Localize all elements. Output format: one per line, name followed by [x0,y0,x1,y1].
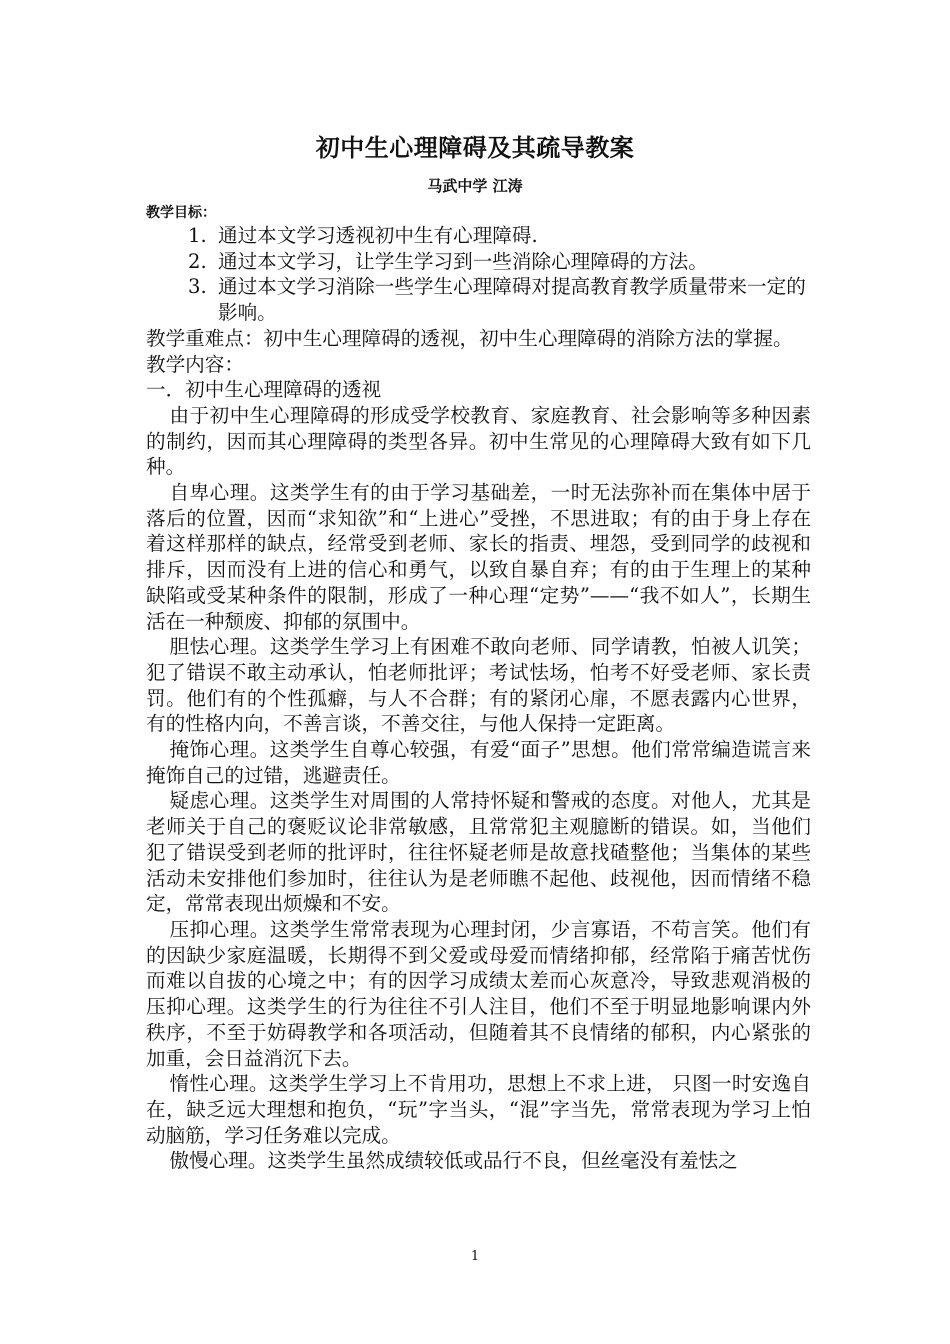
section-heading: 一．初中生心理障碍的透视 [146,378,382,402]
document-author: 马武中学 江涛 [427,177,523,195]
goal-text: 通过本文学习透视初中生有心理障碍. [218,224,538,247]
goal-item [146,249,811,275]
paragraph: 由于初中生心理障碍的形成受学校教育、家庭教育、社会影响等多种因素的制约，因而其心理障碍的类型各异。初中生常见的心理障碍大致有如下几种。 [146,403,811,479]
goal-number: 2. [188,249,207,273]
goal-item [146,274,811,325]
goal-number: 1. [188,224,207,247]
paragraph: 压抑心理。这类学生常常表现为心理封闭，少言寡语，不苟言笑。他们有的因缺少家庭温暖，长期得不到父爱或母爱而情绪抑郁，经常陷于痛苦忧伤而难以自拔的心境之中；有的因学习成绩太差而心灰意冷，导致悲观消极的压抑心理。这类学生的行为往往不引人注目，他们不至于明显地影响课内外秩序，不至于妨碍教学和各项活动，但随着其不良情绪的郁积，内心紧张的加重，会日益消沉下去。 [146,917,811,1070]
goal-number: 3. [188,275,207,299]
document-body [146,223,811,1174]
paragraph: 疑虑心理。这类学生对周围的人常持怀疑和警戒的态度。对他人，尤其是老师关于自己的褒贬议论非常敏感，且常常犯主观臆断的错误。如，当他们犯了错误受到老师的批评时，往往怀疑老师是故意找碴整他；当集体的某些活动未安排他们参加时，往往认为是老师瞧不起他、歧视他，因而情绪不稳定，常常表现出烦燥和不安。 [146,789,811,916]
goal-text: 通过本文学习消除一些学生心理障碍对提高教育教学质量带来一定的影响。 [218,275,806,325]
document-title: 初中生心理障碍及其疏导教案 [315,133,635,162]
paragraph: 掩饰心理。这类学生自尊心较强，有爱“面子”思想。他们常常编造谎言来掩饰自己的过错，逃避责任。 [146,738,811,787]
paragraph: 自卑心理。这类学生有的由于学习基础差，一时无法弥补而在集体中居于落后的位置，因而“求知欲”和“上进心”受挫，不思进取；有的由于身上存在着这样那样的缺点，经常受到老师、家长的指责、埋怨，受到同学的歧视和排斥，因而没有上进的信心和勇气，以致自暴自弃；有的由于生理上的某种缺陷或受某种条件的限制，形成了一种心理“定势”——“我不如人”，长期生活在一种颓废、抑郁的氛围中。 [146,481,811,633]
content-heading: 教学内容： [146,352,244,376]
key-points: 教学重难点：初中生心理障碍的透视，初中生心理障碍的消除方法的掌握。 [146,326,793,350]
goal-text: 通过本文学习，让学生学习到一些消除心理障碍的方法。 [218,249,708,273]
page-number: 1 [470,1249,480,1264]
paragraph: 胆怯心理。这类学生学习上有困难不敢向老师、同学请教，怕被人讥笑；犯了错误不敢主动承认，怕老师批评；考试怯场，怕考不好受老师、家长责罚。他们有的个性孤癖，与人不合群；有的紧闭心扉，不愿表露内心世界，有的性格内向，不善言谈，不善交往，与他人保持一定距离。 [146,635,811,736]
goal-item [146,223,811,249]
goals-heading: 教学目标： [146,205,216,221]
paragraph: 惰性心理。这类学生学习上不肯用功，思想上不求上进， 只图一时安逸自在，缺乏远大理想和抱负，“玩”字当头，“混”字当先，常常表现为学习上怕动脑筋，学习任务难以完成。 [146,1072,811,1147]
paragraph: 傲慢心理。这类学生虽然成绩较低或品行不良，但丝毫没有羞怯之 [169,1149,738,1173]
